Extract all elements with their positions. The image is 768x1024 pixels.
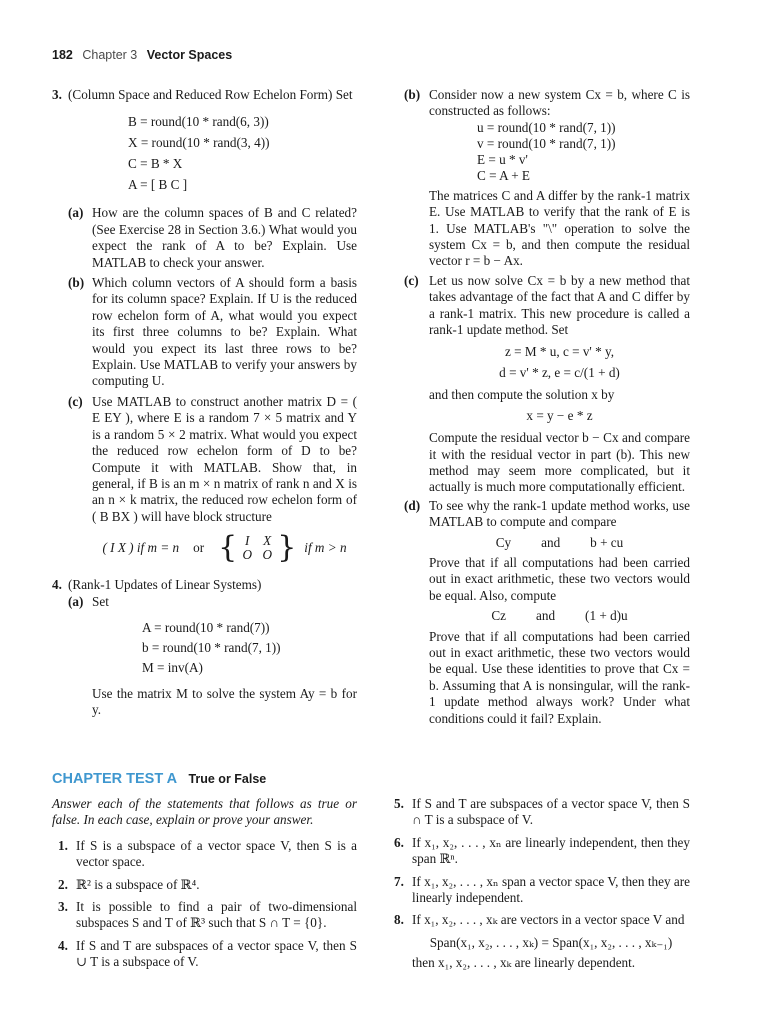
- pair-and: and: [536, 608, 556, 624]
- question-3: [52, 899, 357, 932]
- test-subtitle: True or False: [188, 772, 267, 786]
- equation: b = round(10 * rand(7, 1)): [142, 639, 281, 655]
- equation: A = [ B C ]: [128, 177, 188, 193]
- question-number: 2.: [58, 876, 68, 892]
- or-word: or: [193, 539, 205, 555]
- part-text: Prove that if all computations had been carried out in exact arithmetic, these two vectors would be equal. Use these identities to prove that Cx = b. Assuming that A is nonsingular, will the rank-1 update method always work? Under what conditions could it fail? Explain.: [429, 628, 690, 726]
- equation: u = round(10 * rand(7, 1)): [477, 119, 616, 135]
- part-label: (b): [404, 87, 421, 102]
- block-structure: [92, 530, 357, 566]
- equation-block: [68, 111, 357, 195]
- matrix-entry: I: [245, 533, 250, 549]
- compare-pair: [429, 608, 690, 624]
- equation: A = round(10 * rand(7)): [142, 619, 270, 635]
- equation: Span(x₁, x₂, . . . , xₖ) = Span(x₁, x₂, . . . , xₖ₋₁): [429, 934, 673, 950]
- compare-pair: [429, 535, 690, 551]
- equation: C = B * X: [128, 156, 183, 172]
- question-text: If x₁, x₂, . . . , xₙ span a vector space V, then they are linearly independent.: [412, 873, 690, 906]
- chapter-title: Vector Spaces: [146, 48, 233, 62]
- question-text: If x₁, x₂, . . . , xₖ are vectors in a vector space V and: [412, 912, 685, 928]
- pair-left: Cy: [495, 534, 512, 550]
- question-text: If S and T are subspaces of a vector space V, then S ∪ T is a subspace of V.: [76, 937, 357, 970]
- part-text: and then compute the solution x by: [429, 387, 615, 403]
- question-text: ℝ² is a subspace of ℝ⁴.: [76, 876, 200, 892]
- part-4b: [404, 87, 690, 270]
- matrix-entry: X: [263, 533, 272, 549]
- part-label: (b): [68, 275, 85, 291]
- right-column: [404, 87, 690, 727]
- question-text: then x₁, x₂, . . . , xₖ are linearly dependent.: [412, 955, 636, 971]
- question-2: [52, 877, 357, 893]
- pair-right: b + cu: [590, 534, 624, 550]
- left-column: [52, 87, 357, 719]
- equation: C = A + E: [477, 167, 530, 183]
- question-number: 5.: [394, 796, 404, 811]
- part-label: (c): [68, 393, 83, 409]
- question-5: [384, 796, 690, 829]
- chapter-label: Chapter 3: [82, 48, 138, 62]
- exercise-3: [52, 87, 357, 195]
- part-3a: [52, 205, 357, 271]
- matrix-entry: O: [262, 547, 272, 563]
- page-header: [52, 47, 232, 63]
- part-3b: [52, 275, 357, 390]
- equation-block: [429, 120, 690, 184]
- exercise-title: (Column Space and Reduced Row Echelon Form) Set: [68, 87, 353, 102]
- part-text: Set: [92, 593, 109, 609]
- part-text: To see why the rank-1 update method works, use MATLAB to compute and compare: [429, 497, 690, 530]
- block-option-left: ( I X ) if m = n: [102, 539, 180, 555]
- question-number: 6.: [394, 834, 404, 850]
- part-label: (a): [68, 205, 84, 221]
- part-label: (c): [404, 272, 419, 288]
- part-text: Use the matrix M to solve the system Ay = b for y.: [92, 685, 357, 718]
- part-4a: [52, 594, 357, 719]
- exercise-number: 3.: [52, 87, 62, 102]
- question-text: It is possible to find a pair of two-dimensional subspaces S and T of ℝ³ such that S ∩ T = {0}.: [76, 899, 357, 931]
- part-text: Consider now a new system Cx = b, where C is constructed as follows:: [429, 87, 690, 119]
- exercise-4: [52, 577, 357, 593]
- equation: E = u * v': [477, 151, 528, 167]
- test-right-column: [384, 796, 690, 978]
- test-title: CHAPTER TEST A: [52, 771, 178, 787]
- matrix-entry: O: [242, 547, 252, 563]
- part-4d: [404, 498, 690, 727]
- exercise-title: (Rank-1 Updates of Linear Systems): [68, 577, 262, 593]
- question-text: If S and T are subspaces of a vector space V, then S ∩ T is a subspace of V.: [412, 796, 690, 828]
- equation: v = round(10 * rand(7, 1)): [477, 135, 616, 151]
- part-4c: [404, 273, 690, 496]
- part-text: Use MATLAB to construct another matrix D = ( E EY ), where E is a random 7 × 5 matrix and Y is a random 5 × 2 matrix. What would you expect the reduced row echelon form of D to be? Compute it with MATLAB. Show that, in general, if B is an m × n matrix of rank n and X is an n × k matrix, the reduced row echelon form of ( B BX ) will have block structure: [92, 393, 357, 524]
- question-number: 3.: [58, 899, 68, 915]
- question-1: [52, 838, 357, 871]
- block-matrix: [218, 530, 297, 566]
- part-text: The matrices C and A differ by the rank-1 matrix E. Use MATLAB to verify that the rank of E is 1. Use MATLAB's "\" operation to solve the system Cx = b, and then compute the residual vector r = b − Ax.: [429, 187, 690, 269]
- question-text: If S is a subspace of a vector space V, then S is a vector space.: [76, 837, 357, 870]
- pair-and: and: [541, 534, 561, 550]
- test-left-column: [52, 796, 357, 977]
- equation: x = y − e * z: [526, 407, 593, 423]
- equation: d = v' * z, e = c/(1 + d): [499, 364, 620, 380]
- question-number: 1.: [58, 837, 68, 853]
- pair-right: (1 + d)u: [585, 608, 628, 624]
- equation: X = round(10 * rand(3, 4)): [128, 135, 270, 151]
- question-number: 4.: [58, 937, 68, 953]
- part-3c: [52, 393, 357, 566]
- question-6: [384, 835, 690, 868]
- pair-left: Cz: [491, 608, 506, 624]
- equation: B = round(10 * rand(6, 3)): [128, 114, 269, 130]
- equation: z = M * u, c = v' * y,: [504, 344, 615, 360]
- left-brace-icon: {: [218, 530, 238, 566]
- page-number: 182: [52, 48, 73, 62]
- block-option-right: if m > n: [304, 539, 347, 555]
- right-brace-icon: }: [277, 530, 297, 566]
- part-text: How are the column spaces of B and C related? (See Exercise 28 in Section 3.6.) What would you expect the rank of A to be? Explain. Use MATLAB to check your answer.: [92, 205, 357, 270]
- part-text: Which column vectors of A should form a basis for its column space? Explain. If U is the reduced row echelon form of A, what would you expect its first three columns to be? Explain. What would you expect its last three rows to be? Explain. Use MATLAB to verify your answers by computing U.: [92, 275, 357, 389]
- exercise-number: 4.: [52, 577, 62, 593]
- question-4: [52, 938, 357, 971]
- part-label: (a): [68, 593, 84, 609]
- part-text: Let us now solve Cx = b by a new method that takes advantage of the fact that A and C differ by a rank-1 matrix. This new procedure is called a rank-1 update method. Set: [429, 272, 690, 338]
- part-text: Prove that if all computations had been carried out in exact arithmetic, these two vectors would be equal. Also, compute: [429, 554, 690, 603]
- question-number: 8.: [394, 912, 404, 928]
- chapter-test-heading: [52, 771, 266, 787]
- question-text: If x₁, x₂, . . . , xₙ are linearly independent, then they span ℝⁿ.: [412, 834, 690, 867]
- test-instructions: Answer each of the statements that follows as true or false. In each case, explain or prove your answer.: [52, 796, 357, 828]
- part-label: (d): [404, 497, 421, 513]
- question-8: [384, 912, 690, 971]
- part-text: Compute the residual vector b − Cx and compare it with the residual vector in part (b). This new method may seem more complicated, but it actually is much more computationally efficient.: [429, 430, 690, 495]
- question-number: 7.: [394, 873, 404, 889]
- equation-block: [92, 618, 357, 678]
- equation: M = inv(A): [142, 659, 203, 675]
- question-7: [384, 874, 690, 907]
